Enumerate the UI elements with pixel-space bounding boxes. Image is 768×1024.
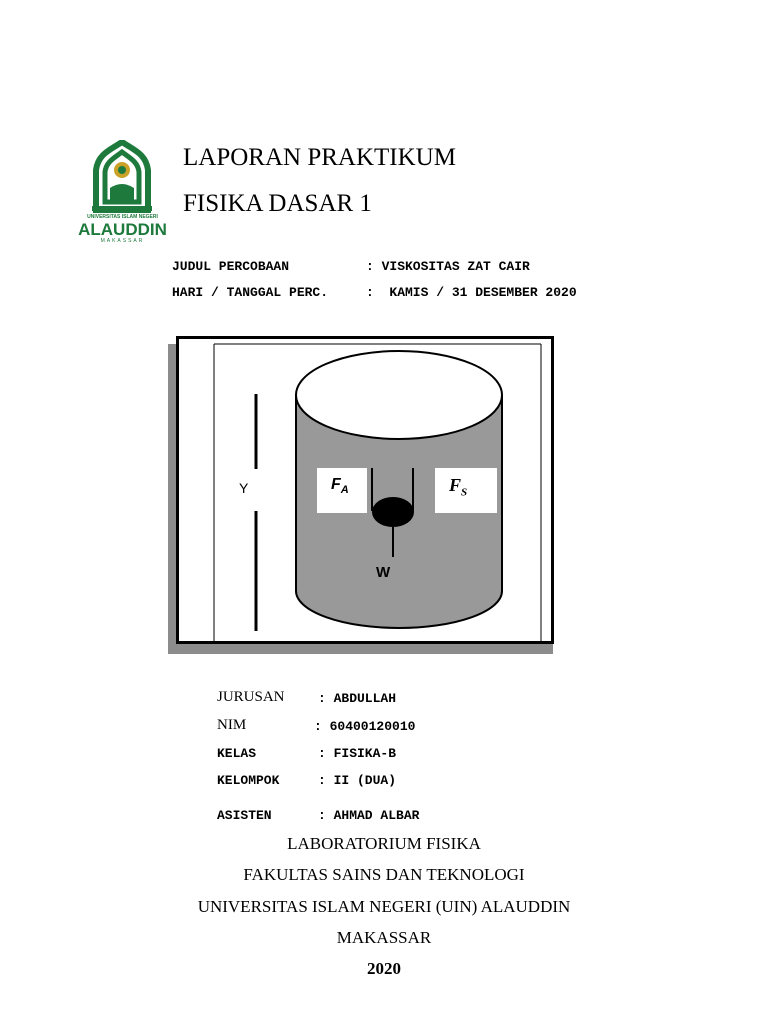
label-fa-sub: A [340,484,349,497]
footer-faculty: FAKULTAS SAINS DAN TEKNOLOGI [243,865,525,884]
label-fs-main: F [449,475,462,495]
kelompok-label: KELOMPOK [217,773,280,788]
jurusan-value: : ABDULLAH [318,691,397,706]
label-y: Y [239,480,249,496]
kelompok-value: : II (DUA) [318,773,397,788]
footer-city: MAKASSAR [336,928,432,947]
kelas-label: KELAS [217,746,257,761]
hari-value: : KAMIS / 31 DESEMBER 2020 [366,285,577,300]
label-stokes-force [449,475,467,499]
footer-lab: LABORATORIUM FISIKA [287,834,481,853]
logo-text-main: ALAUDDIN [78,220,167,239]
report-title: LAPORAN PRAKTIKUM [183,144,456,171]
jurusan-label: JURUSAN [217,689,285,705]
asisten-value: : AHMAD ALBAR [318,808,420,823]
kelas-value: : FISIKA-B [318,746,397,761]
footer-year: 2020 [367,959,401,978]
label-buoyant-force [331,476,349,496]
nim-label: NIM [217,717,247,733]
label-fa-main: F [331,476,341,493]
logo-text-bottom: MAKASSAR [100,238,145,244]
logo-text-top: UNIVERSITAS ISLAM NEGERI [87,214,158,220]
judul-value: : VISKOSITAS ZAT CAIR [366,259,530,274]
hari-label: HARI / TANGGAL PERC. [172,285,336,300]
viscosity-diagram [176,336,554,644]
footer-university: UNIVERSITAS ISLAM NEGERI (UIN) ALAUDDIN [197,897,571,916]
diagram-drawing [179,339,551,641]
label-weight: W [376,564,391,581]
asisten-label: ASISTEN [217,808,272,823]
nim-value: : 60400120010 [314,719,416,734]
report-subtitle: FISIKA DASAR 1 [183,190,372,217]
university-logo [70,140,175,258]
label-fs-sub: S [461,486,468,499]
judul-label: JUDUL PERCOBAAN [172,259,336,274]
